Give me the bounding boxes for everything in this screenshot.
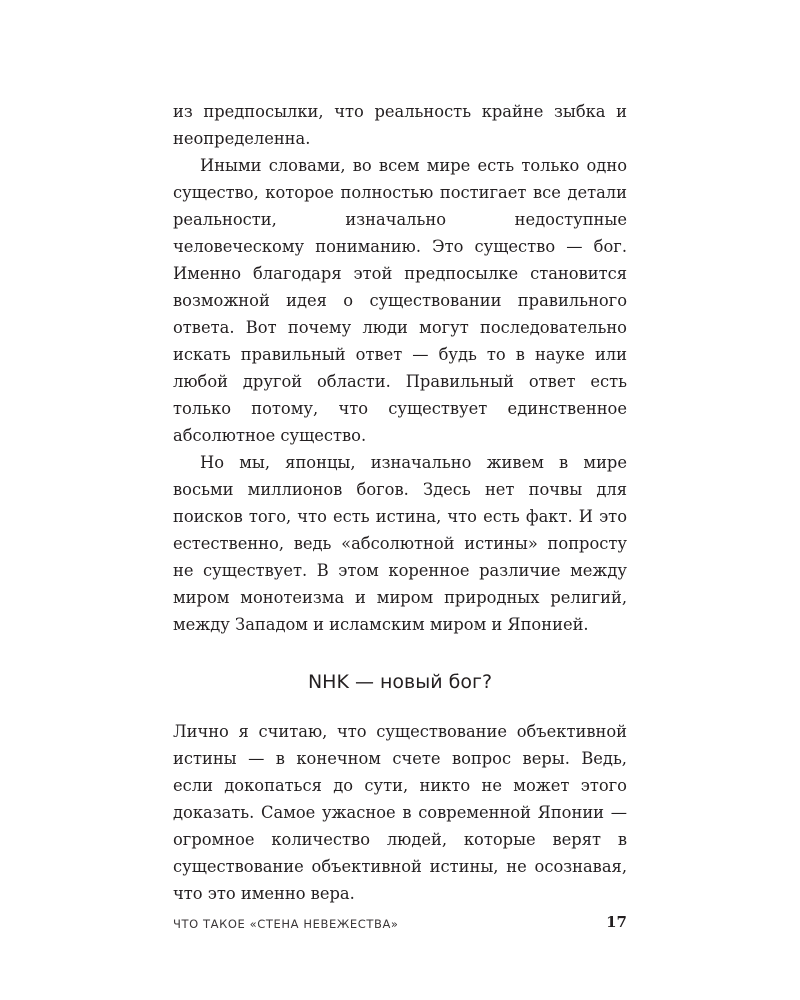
paragraph-continuation: из предпосылки, что реальность крайне зыбка и неопределенна.: [173, 102, 627, 148]
paragraph: Но мы, японцы, изначально живем в мире восьми миллионов богов. Здесь нет почвы для поисков того, что есть истина, что есть факт. И это естественно, ведь «абсолютной истины» попросту не существует. В этом коренное различие между миром монотеизма и миром природных религий, между Западом и исламским миром и Японией.: [173, 453, 627, 634]
paragraph: Иными словами, во всем мире есть только одно существо, которое полностью постигает все детали реальности, изначально недоступные человеческому пониманию. Это существо — бог. Именно благодаря этой предпосылке становится возможной идея о существовании правильного ответа. Вот почему люди могут последовательно искать правильный ответ — будь то в науке или любой другой области. Правильный ответ есть только потому, что существует единственное абсолютное существо.: [173, 156, 627, 445]
paragraph: Лично я считаю, что существование объективной истины — в конечном счете вопрос веры. Ведь, если докопаться до сути, никто не может этого доказать. Самое ужасное в современной Японии — огромное количество людей, которые верят в существование объективной истины, не осознавая, что это именно вера.: [173, 722, 627, 903]
body-text-top: [173, 98, 627, 638]
page-number: 17: [606, 913, 627, 931]
section-heading: NHK — новый бог?: [307, 671, 493, 693]
body-text-bottom: [173, 718, 627, 907]
running-footer: ЧТО ТАКОЕ «СТЕНА НЕВЕЖЕСТВА»: [173, 917, 399, 931]
